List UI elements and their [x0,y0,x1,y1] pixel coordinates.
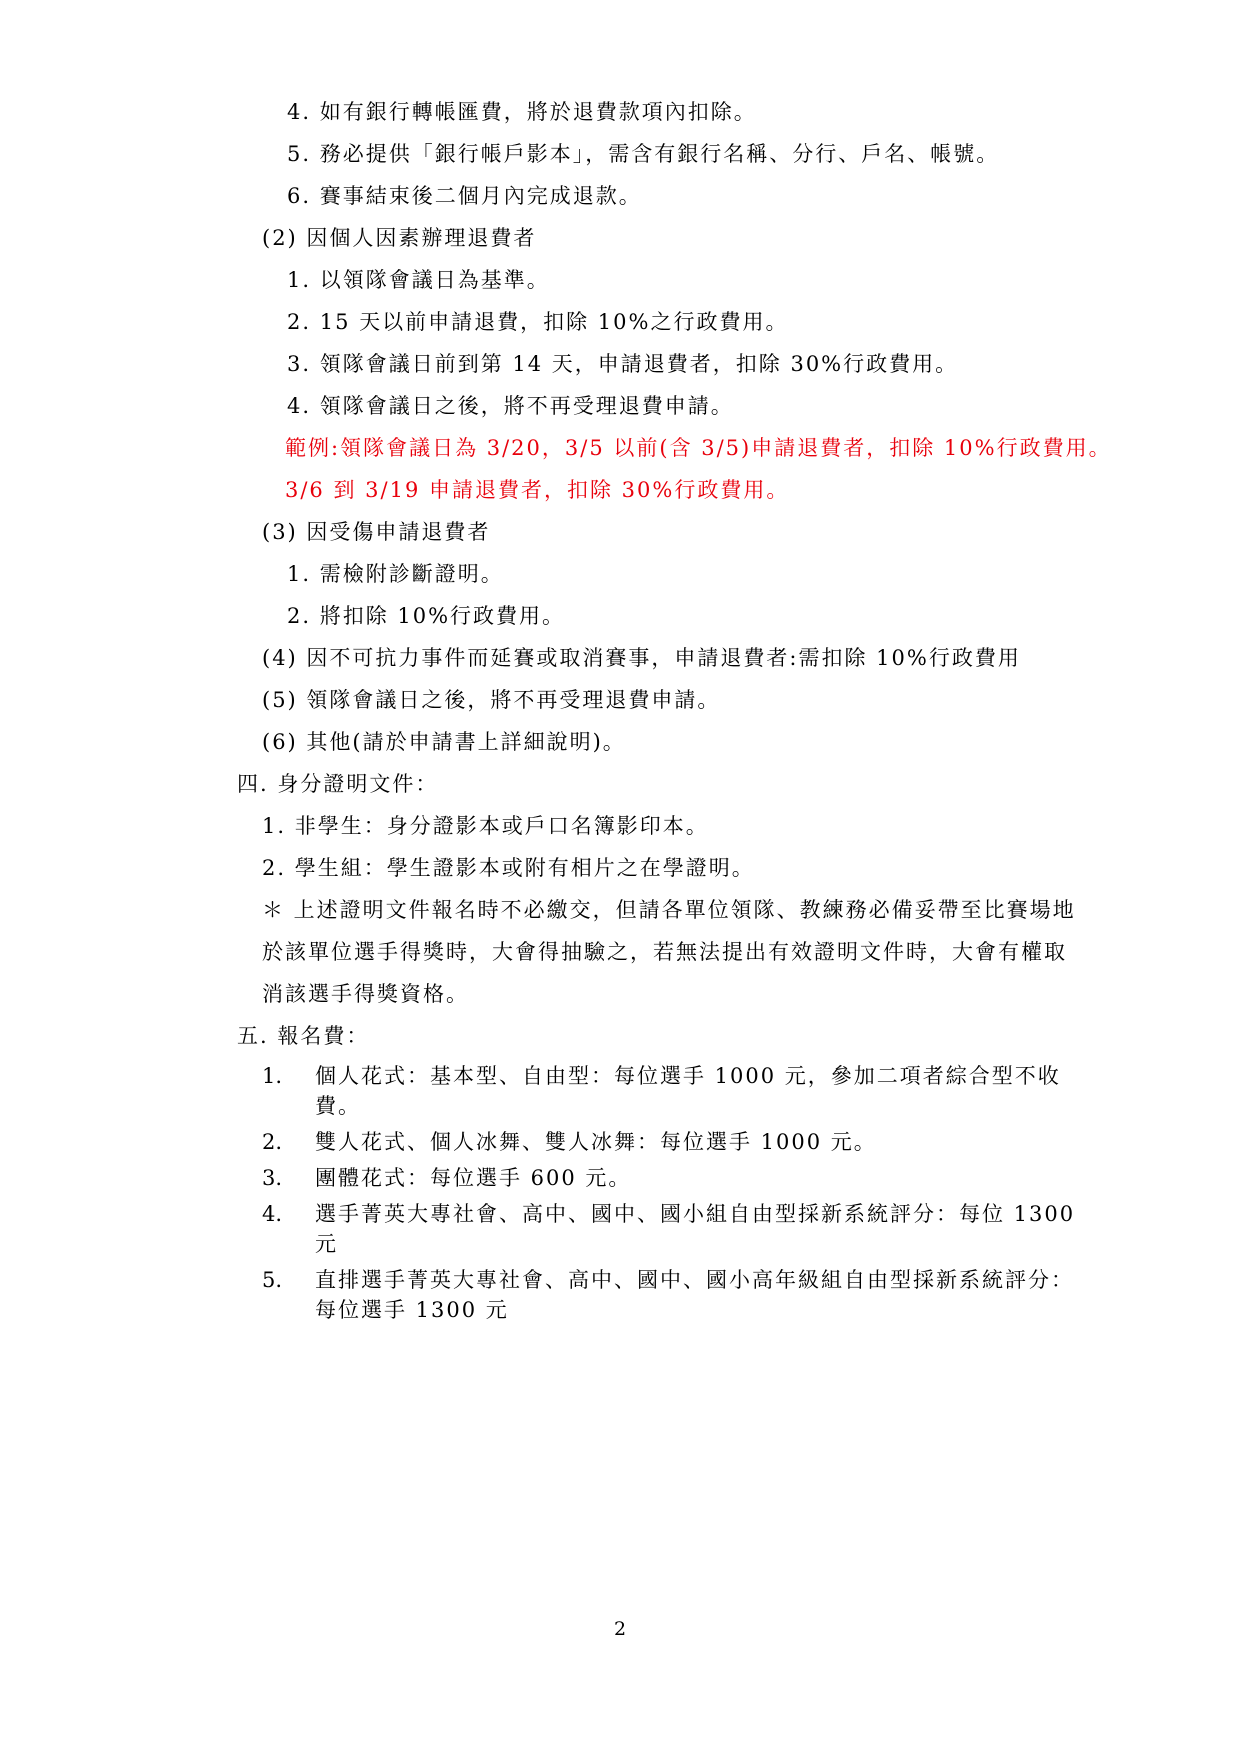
section-4-note-line-2: 於該單位選手得獎時，大會得抽驗之，若無法提出有效證明文件時，大會有權取 [262,940,1067,964]
fee-item-3-number: 3. [262,1166,283,1190]
refund-after-meeting: (5) 領隊會議日之後，將不再受理退費申請。 [262,688,721,712]
fee-item-5-number: 5. [262,1268,283,1292]
refund-personal-item-4: 4. 領隊會議日之後，將不再受理退費申請。 [287,394,734,418]
refund-personal-heading: (2) 因個人因素辦理退費者 [262,226,537,250]
fee-item-1-line-1: 個人花式：基本型、自由型：每位選手 1000 元，參加二項者綜合型不收 [315,1064,1061,1088]
fee-item-5-line-2: 每位選手 1300 元 [315,1298,509,1322]
refund-injury-item-2: 2. 將扣除 10%行政費用。 [287,604,566,628]
refund-force-majeure: (4) 因不可抗力事件而延賽或取消賽事，申請退費者:需扣除 10%行政費用 [262,646,1021,670]
section-4-note-line-3: 消該選手得獎資格。 [262,982,469,1006]
section-4-item-1: 1. 非學生：身分證影本或戶口名簿影印本。 [262,814,709,838]
fee-item-3-line-1: 團體花式：每位選手 600 元。 [315,1166,632,1190]
refund-example-line-2: 3/6 到 3/19 申請退費者，扣除 30%行政費用。 [285,478,790,502]
refund-item-6: 6. 賽事結束後二個月內完成退款。 [287,184,642,208]
section-4-heading: 四. 身分證明文件： [237,772,439,796]
page-number: 2 [613,1618,627,1640]
refund-personal-item-2: 2. 15 天以前申請退費，扣除 10%之行政費用。 [287,310,789,334]
refund-injury-item-1: 1. 需檢附診斷證明。 [287,562,504,586]
fee-item-4-line-1: 選手菁英大專社會、高中、國中、國小組自由型採新系統評分：每位 1300 [315,1202,1076,1226]
section-4-note-line-1: ＊ 上述證明文件報名時不必繳交，但請各單位領隊、教練務必備妥帶至比賽場地 [262,898,1076,922]
section-5-heading: 五. 報名費： [237,1024,370,1048]
section-4-item-2: 2. 學生組：學生證影本或附有相片之在學證明。 [262,856,755,880]
fee-item-5-line-1: 直排選手菁英大專社會、高中、國中、國小高年級組自由型採新系統評分： [315,1268,1074,1292]
refund-personal-item-3: 3. 領隊會議日前到第 14 天，申請退費者，扣除 30%行政費用。 [287,352,959,376]
fee-item-2-number: 2. [262,1130,283,1154]
fee-item-1-number: 1. [262,1064,283,1088]
refund-example-line-1: 範例:領隊會議日為 3/20，3/5 以前(含 3/5)申請退費者，扣除 10%行政費用。 [285,436,1112,460]
refund-item-5: 5. 務必提供「銀行帳戶影本」，需含有銀行名稱、分行、戶名、帳號。 [287,142,1000,166]
refund-item-4: 4. 如有銀行轉帳匯費，將於退費款項內扣除。 [287,100,757,124]
fee-item-4-line-2: 元 [315,1232,338,1256]
refund-injury-heading: (3) 因受傷申請退費者 [262,520,491,544]
fee-item-4-number: 4. [262,1202,283,1226]
refund-personal-item-1: 1. 以領隊會議日為基準。 [287,268,550,292]
fee-item-1-line-2: 費。 [315,1094,361,1118]
refund-other: (6) 其他(請於申請書上詳細說明)。 [262,730,626,754]
fee-item-2-line-1: 雙人花式、個人冰舞、雙人冰舞：每位選手 1000 元。 [315,1130,877,1154]
